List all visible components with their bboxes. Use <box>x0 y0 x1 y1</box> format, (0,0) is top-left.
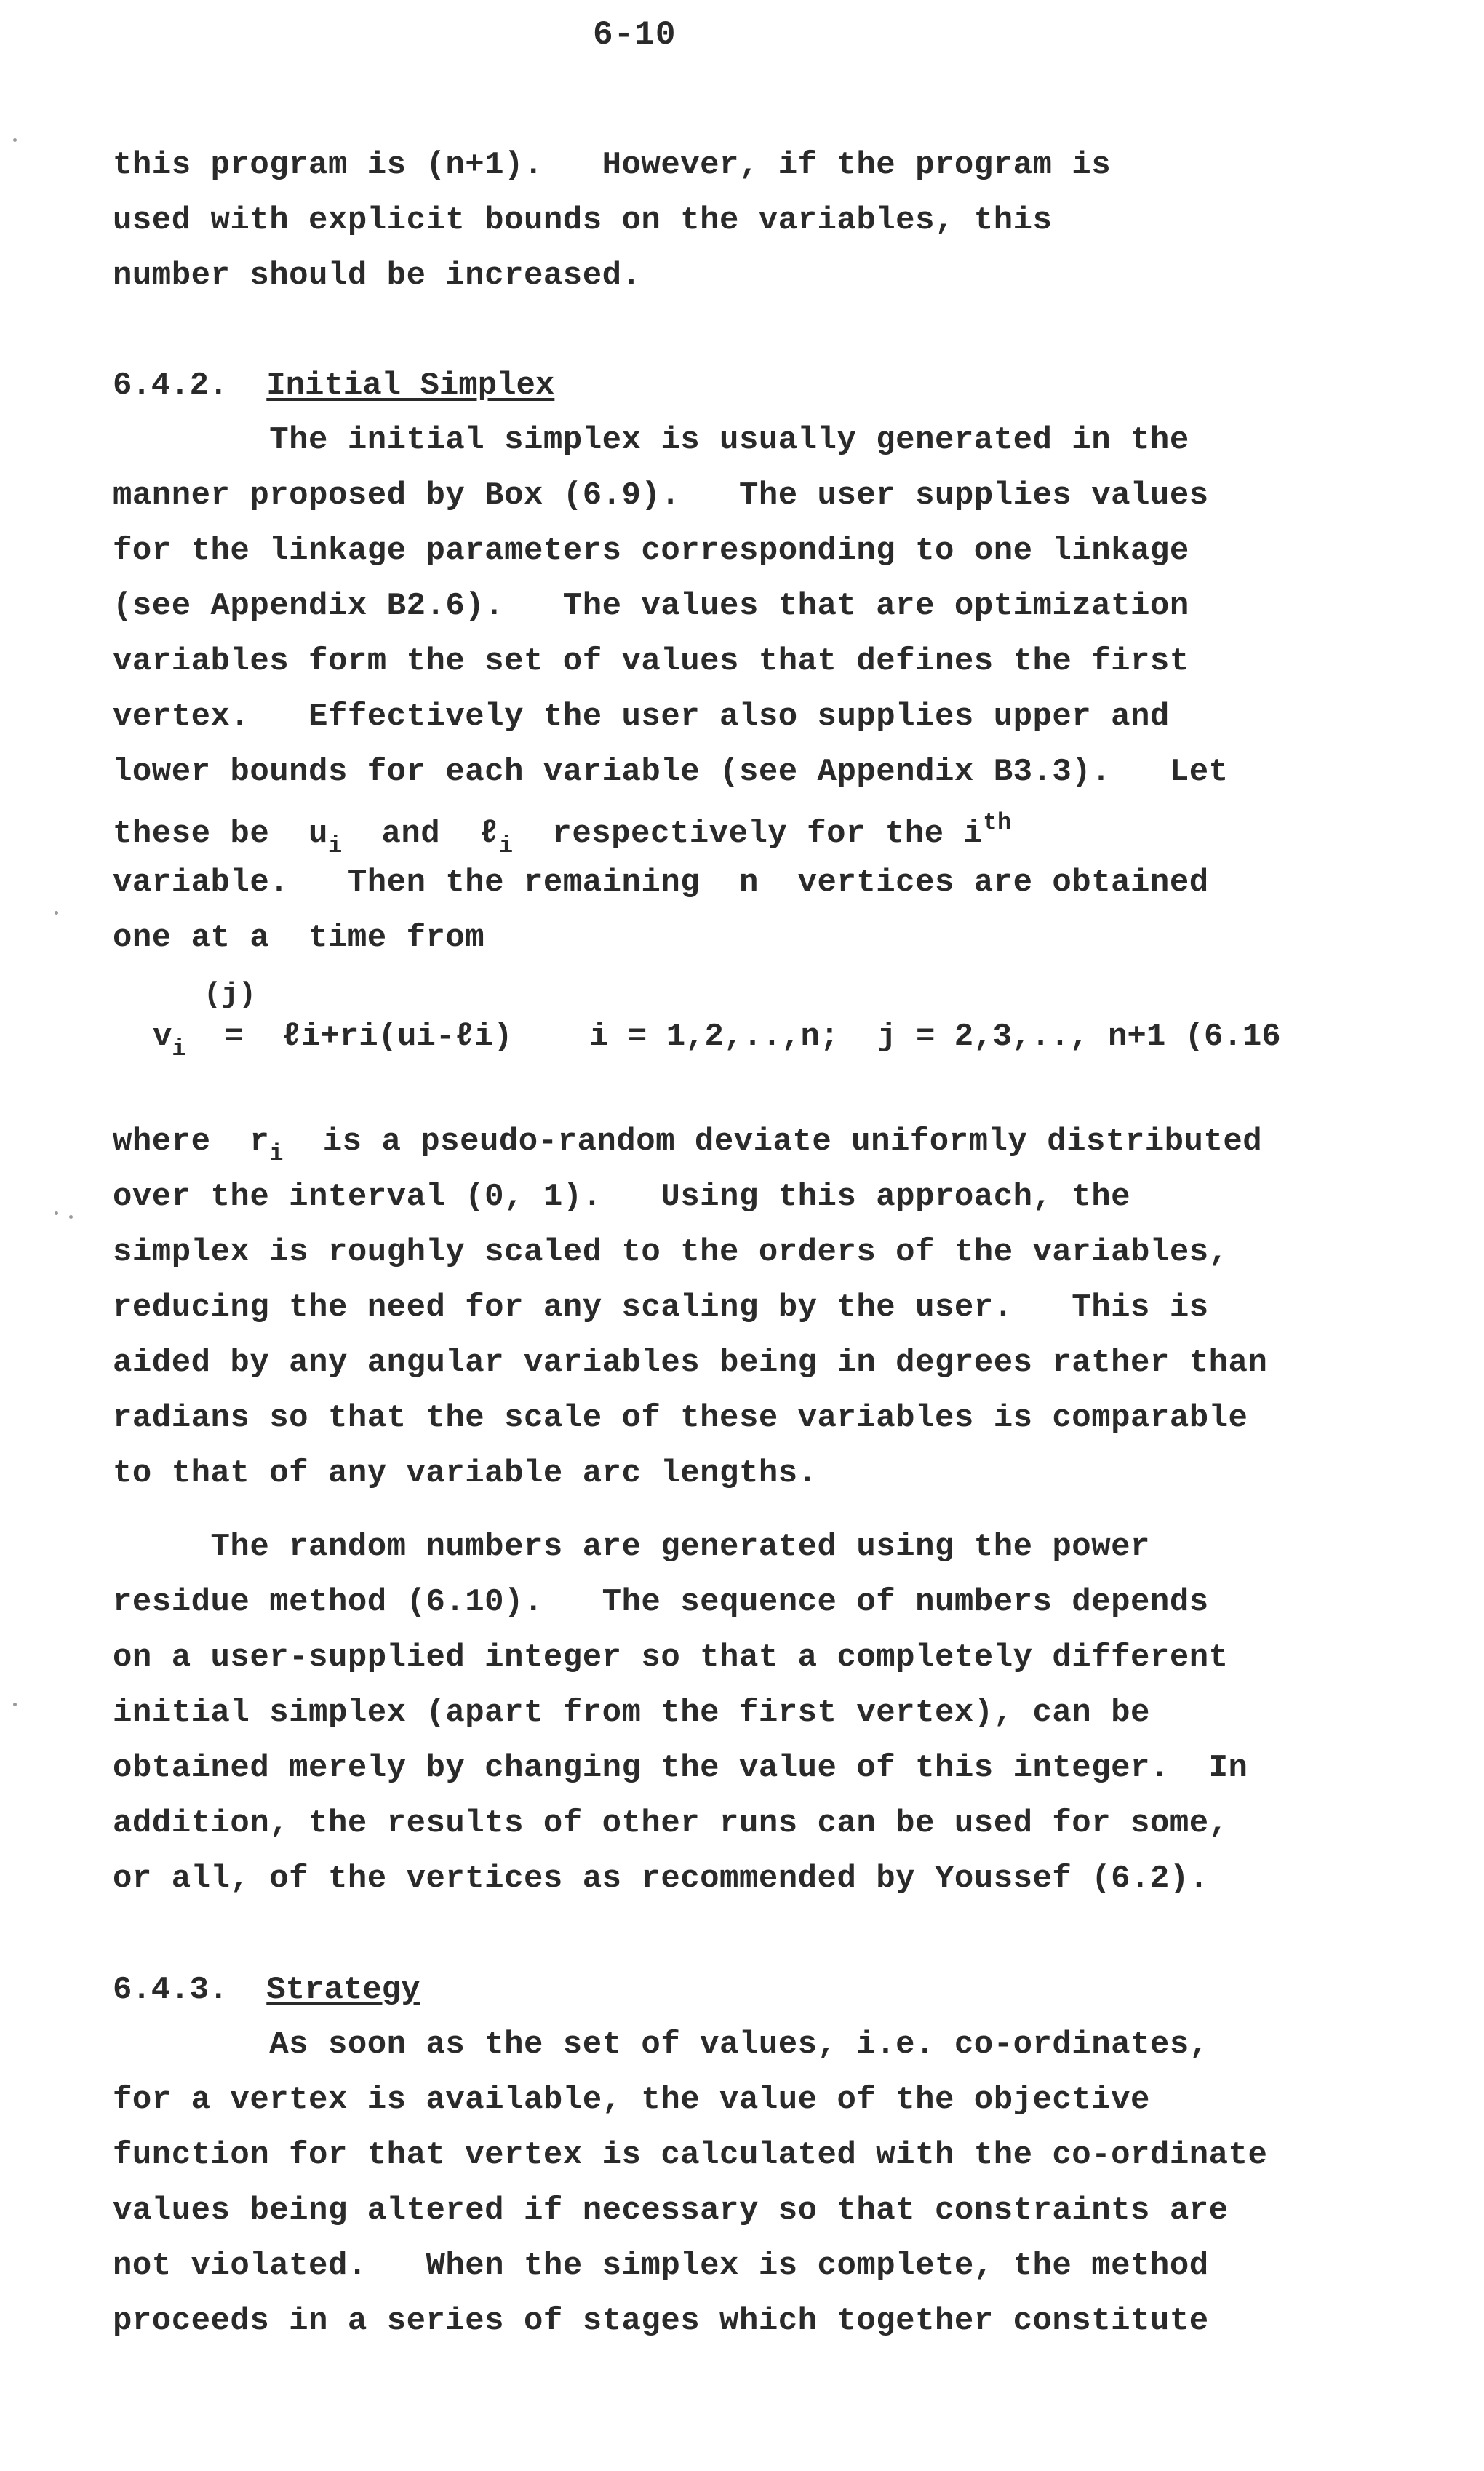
scan-speck <box>13 1703 17 1706</box>
paragraph-line: over the interval (0, 1). Using this approach, the <box>113 1179 1131 1215</box>
section-heading-initial-simplex <box>113 367 555 404</box>
paragraph-line: for a vertex is available, the value of the objective <box>113 2082 1150 2118</box>
paragraph-line: function for that vertex is calculated with the co-ordinate <box>113 2137 1268 2173</box>
paragraph-line: As soon as the set of values, i.e. co-ordinates, <box>113 2026 1209 2063</box>
paragraph-line: values being altered if necessary so that constraints are <box>113 2192 1229 2229</box>
paragraph-line: for the linkage parameters corresponding to one linkage <box>113 533 1189 569</box>
paragraph-line: (see Appendix B2.6). The values that are optimization <box>113 588 1189 624</box>
section-number: 6.4.2. <box>113 367 228 404</box>
paragraph-line: vertex. Effectively the user also supplies upper and <box>113 699 1170 735</box>
scan-speck <box>55 911 58 915</box>
intro-line-3: number should be increased. <box>113 258 642 294</box>
scan-speck <box>13 138 17 142</box>
section-title: Strategy <box>266 1972 420 2008</box>
paragraph-line: lower bounds for each variable (see Appendix B3.3). Let <box>113 754 1229 790</box>
paragraph-line: not violated. When the simplex is complete, the method <box>113 2248 1209 2284</box>
paragraph-line: aided by any angular variables being in degrees rather than <box>113 1345 1268 1381</box>
section-heading-strategy <box>113 1974 420 2006</box>
paragraph-line: The random numbers are generated using the power <box>113 1529 1150 1565</box>
paragraph-line: initial simplex (apart from the first vertex), can be <box>113 1695 1150 1731</box>
section-number: 6.4.3. <box>113 1972 228 2008</box>
paragraph-line: proceeds in a series of stages which together constitute <box>113 2303 1209 2339</box>
paragraph-line-where: where $r_i$ is a pseudo-random deviate uniformly distributed <box>113 1123 1263 1167</box>
paragraph-line: to that of any variable arc lengths. <box>113 1455 818 1492</box>
paragraph-line: The initial simplex is usually generated in the <box>113 422 1189 458</box>
paragraph-line: obtained merely by changing the value of this integer. In <box>113 1750 1248 1786</box>
paragraph-line: reducing the need for any scaling by the user. This is <box>113 1289 1209 1326</box>
paragraph-line: on a user-supplied integer so that a completely different <box>113 1639 1229 1676</box>
paragraph-line-these-be: these be $u_i$ and ℓ$_i$ respectively for the $i^{th}$ <box>113 809 1012 859</box>
paragraph-line: simplex is roughly scaled to the orders of the variables, <box>113 1234 1229 1270</box>
paragraph-line: manner proposed by Box (6.9). The user supplies values <box>113 477 1209 514</box>
paragraph-line: variables form the set of values that defines the first <box>113 643 1189 680</box>
page-number: 6-10 <box>593 16 677 54</box>
paragraph-line: or all, of the vertices as recommended by Youssef (6.2). <box>113 1861 1209 1897</box>
intro-line-1: this program is (n+1). However, if the program is <box>113 147 1112 183</box>
paragraph-line: addition, the results of other runs can be used for some, <box>113 1805 1229 1842</box>
paragraph-line: one at a time from <box>113 920 485 956</box>
section-title: Initial Simplex <box>266 367 555 404</box>
paragraph-line: variable. Then the remaining n vertices are obtained <box>113 864 1209 901</box>
intro-line-2: used with explicit bounds on the variables, this <box>113 202 1053 239</box>
scan-speck <box>69 1215 73 1219</box>
paragraph-line: residue method (6.10). The sequence of numbers depends <box>113 1584 1209 1620</box>
paragraph-line: radians so that the scale of these variables is comparable <box>113 1400 1248 1436</box>
scan-speck <box>55 1211 58 1215</box>
equation-6-16: (j) $v_i$ = ℓi+ri(ui-ℓi) i = 1,2,..,n; j = 2,3,.., n+1 (6.16 <box>153 979 1281 1062</box>
